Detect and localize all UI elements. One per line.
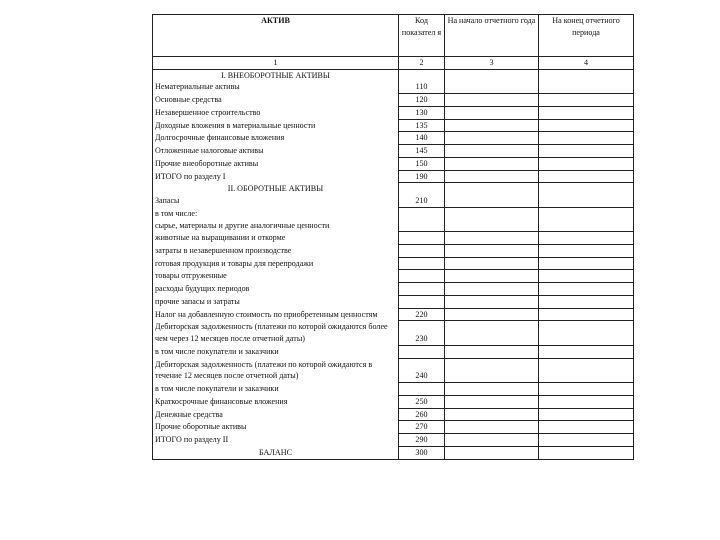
table-row: [153, 94, 634, 107]
row-label: Налог на добавленную стоимость по приобретенным ценностям: [153, 308, 399, 321]
value-end-cell: [539, 132, 634, 145]
row-label: Дебиторская задолженность (платежи по которой ожидаются более чем через 12 месяцев после отчетной даты): [153, 321, 399, 345]
table-row: [153, 395, 634, 408]
total-row: [153, 434, 634, 447]
row-code: 120: [399, 94, 445, 107]
row-code: 150: [399, 157, 445, 170]
section-row-noncurrent: [153, 69, 634, 81]
value-end-cell: [539, 395, 634, 408]
table-row: [153, 157, 634, 170]
value-start-cell: [445, 395, 539, 408]
column-number-4: 4: [539, 57, 634, 70]
table-row: [153, 81, 634, 93]
value-end-cell: [539, 434, 634, 447]
table-row: [153, 358, 634, 382]
row-label: Долгосрочные финансовые вложения: [153, 132, 399, 145]
row-label: Нематериальные активы: [153, 81, 399, 93]
value-end-cell: [539, 145, 634, 158]
balance-label: БАЛАНС: [153, 446, 399, 459]
total-label: ИТОГО по разделу II: [153, 434, 399, 447]
value-start-cell: [445, 321, 539, 345]
total-row: [153, 170, 634, 183]
header-assets: АКТИВ: [153, 15, 399, 57]
table-row: [153, 195, 634, 207]
row-code: 110: [399, 81, 445, 93]
value-start-cell: [445, 145, 539, 158]
value-end-cell: [539, 446, 634, 459]
value-end-cell: [539, 157, 634, 170]
row-label: Запасы: [153, 195, 399, 207]
value-start-cell: [445, 434, 539, 447]
row-code: 140: [399, 132, 445, 145]
row-label: Основные средства: [153, 94, 399, 107]
value-start-cell: [445, 308, 539, 321]
balance-row: [153, 446, 634, 459]
table-row: [153, 295, 634, 308]
value-end-cell: [539, 421, 634, 434]
row-code: 270: [399, 421, 445, 434]
row-code: 220: [399, 308, 445, 321]
value-start-cell: [445, 119, 539, 132]
table-row: [153, 408, 634, 421]
row-code: 145: [399, 145, 445, 158]
table-row: [153, 106, 634, 119]
value-start-cell: [445, 132, 539, 145]
value-end-cell: [539, 81, 634, 93]
table-row: [153, 421, 634, 434]
value-start-cell: [445, 408, 539, 421]
table-row: [153, 283, 634, 296]
header-code: Код показател я: [399, 15, 445, 57]
row-code: 230: [399, 321, 445, 345]
row-label: затраты в незавершенном производстве: [153, 245, 399, 258]
row-label: в том числе покупатели и заказчики: [153, 383, 399, 396]
table-row: [153, 383, 634, 396]
value-end-cell: [539, 321, 634, 345]
column-number-row: [153, 57, 634, 70]
row-label: Доходные вложения в материальные ценности: [153, 119, 399, 132]
header-start-of-year: На начало отчетного года: [445, 15, 539, 57]
table-row: [153, 207, 634, 219]
table-row: [153, 270, 634, 283]
row-code: 210: [399, 195, 445, 207]
row-label: расходы будущих периодов: [153, 283, 399, 296]
value-end-cell: [539, 358, 634, 382]
row-code: 300: [399, 446, 445, 459]
value-end-cell: [539, 408, 634, 421]
value-start-cell: [445, 195, 539, 207]
table-row: [153, 220, 634, 232]
value-end-cell: [539, 195, 634, 207]
row-label: в том числе:: [153, 207, 399, 219]
row-label: сырье, материалы и другие аналогичные ценности: [153, 220, 399, 232]
row-code: 135: [399, 119, 445, 132]
section-title: I. ВНЕОБОРОТНЫЕ АКТИВЫ: [153, 69, 399, 81]
row-label: Дебиторская задолженность (платежи по которой ожидаются в течение 12 месяцев после отчетной даты): [153, 358, 399, 382]
row-code: 290: [399, 434, 445, 447]
value-start-cell: [445, 94, 539, 107]
value-start-cell: [445, 106, 539, 119]
total-label: ИТОГО по разделу I: [153, 170, 399, 183]
row-label: Незавершенное строительство: [153, 106, 399, 119]
value-end-cell: [539, 119, 634, 132]
value-end-cell: [539, 106, 634, 119]
table-row: [153, 321, 634, 345]
row-label: товары отгруженные: [153, 270, 399, 283]
table-row: [153, 232, 634, 245]
value-end-cell: [539, 94, 634, 107]
row-label: прочие запасы и затраты: [153, 295, 399, 308]
row-label: Прочие оборотные активы: [153, 421, 399, 434]
table-row: [153, 308, 634, 321]
balance-sheet-assets-table: [152, 14, 634, 460]
column-number-3: 3: [445, 57, 539, 70]
row-label: готовая продукция и товары для перепродажи: [153, 257, 399, 270]
header-end-of-period: На конец отчетного периода: [539, 15, 634, 57]
table-row: [153, 132, 634, 145]
row-label: Краткосрочные финансовые вложения: [153, 395, 399, 408]
row-label: Прочие внеоборотные активы: [153, 157, 399, 170]
value-end-cell: [539, 170, 634, 183]
row-code: 250: [399, 395, 445, 408]
value-start-cell: [445, 421, 539, 434]
row-code: 130: [399, 106, 445, 119]
table-row: [153, 119, 634, 132]
value-start-cell: [445, 157, 539, 170]
value-end-cell: [539, 308, 634, 321]
column-number-1: 1: [153, 57, 399, 70]
value-start-cell: [445, 81, 539, 93]
value-start-cell: [445, 358, 539, 382]
section-row-current: [153, 183, 634, 195]
table-row: [153, 145, 634, 158]
row-code: 190: [399, 170, 445, 183]
row-label: в том числе покупатели и заказчики: [153, 345, 399, 358]
row-label: животные на выращивании и откорме: [153, 232, 399, 245]
value-start-cell: [445, 170, 539, 183]
row-code: 240: [399, 358, 445, 382]
row-label: Денежные средства: [153, 408, 399, 421]
column-number-2: 2: [399, 57, 445, 70]
header-row: [153, 15, 634, 57]
row-label: Отложенные налоговые активы: [153, 145, 399, 158]
row-code: 260: [399, 408, 445, 421]
table-row: [153, 245, 634, 258]
table-row: [153, 345, 634, 358]
table-row: [153, 257, 634, 270]
section-title: II. ОБОРОТНЫЕ АКТИВЫ: [153, 183, 399, 195]
value-start-cell: [445, 446, 539, 459]
